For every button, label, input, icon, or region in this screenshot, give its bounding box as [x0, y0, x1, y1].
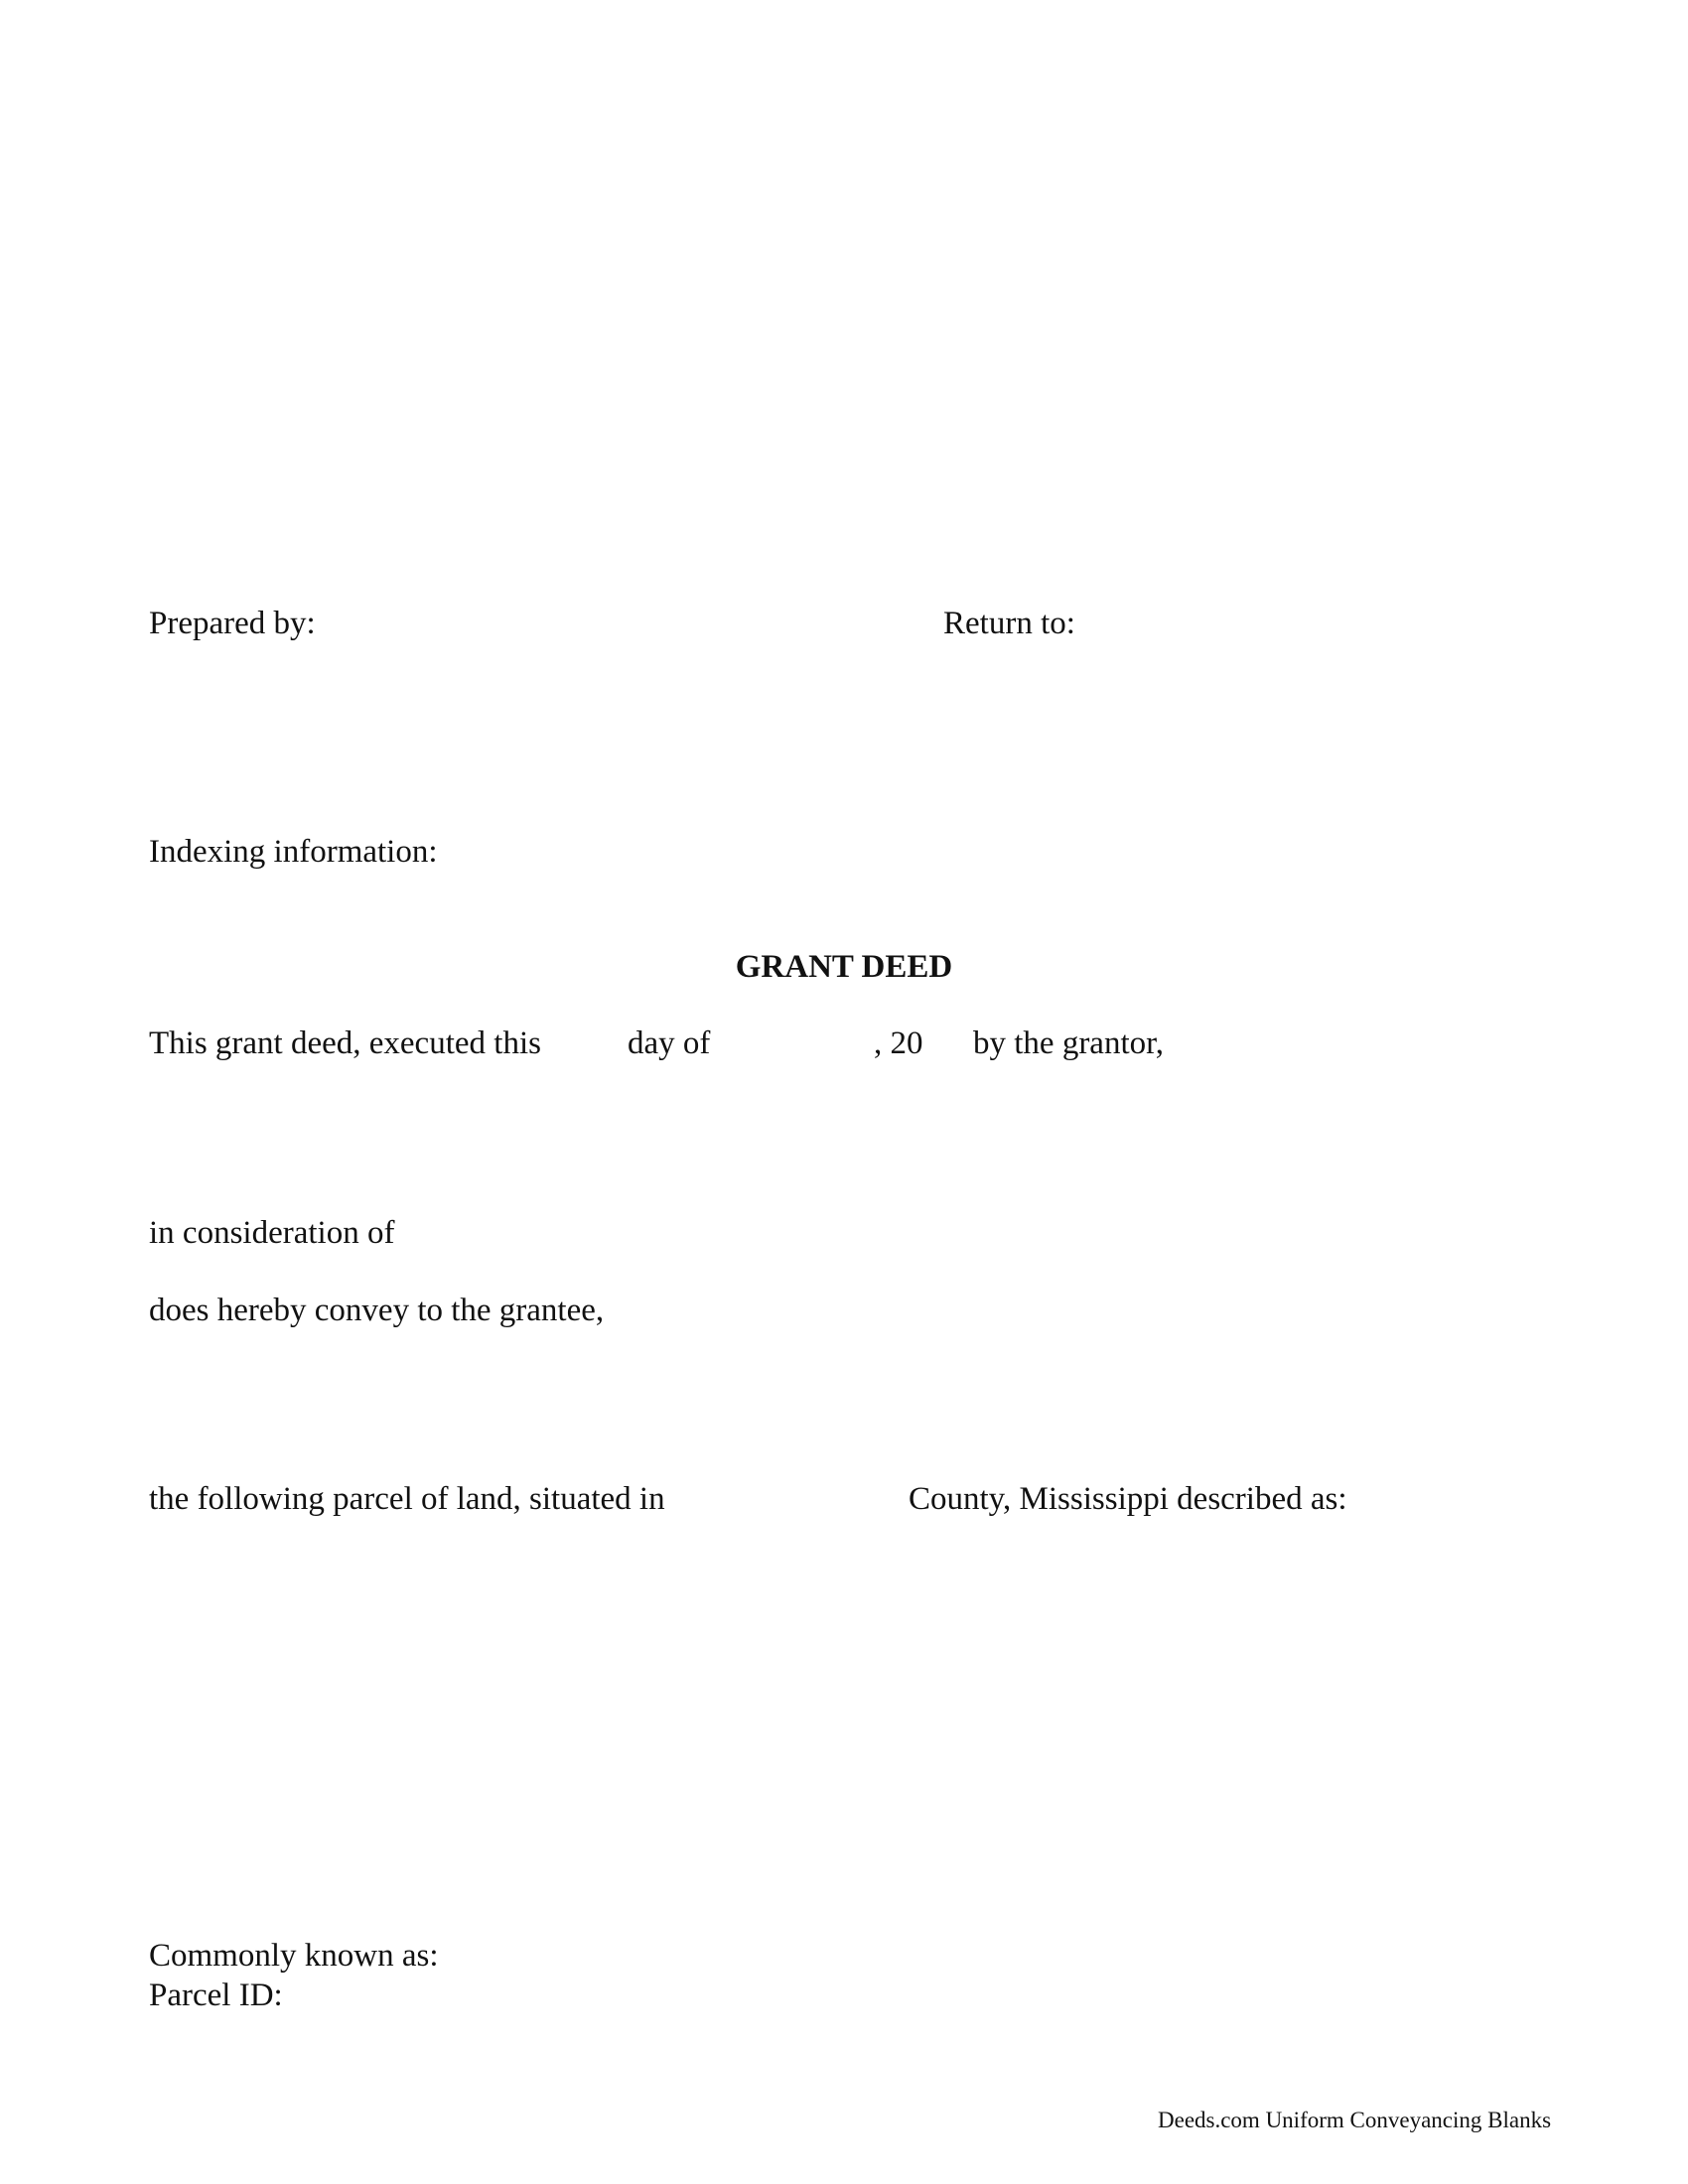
- footer-text: Deeds.com Uniform Conveyancing Blanks: [1158, 2108, 1552, 2132]
- convey-to-grantee-label: does hereby convey to the grantee,: [149, 1293, 605, 1328]
- execution-line-grantor: by the grantor,: [973, 1025, 1165, 1061]
- return-to-label: Return to:: [943, 606, 1075, 641]
- parcel-county-text: County, Mississippi described as:: [909, 1481, 1347, 1517]
- consideration-label: in consideration of: [149, 1215, 395, 1251]
- prepared-by-label: Prepared by:: [149, 606, 316, 641]
- document-title: GRANT DEED: [735, 949, 953, 985]
- parcel-id-label: Parcel ID:: [149, 1978, 283, 2013]
- commonly-known-label: Commonly known as:: [149, 1938, 439, 1974]
- execution-line-text: This grant deed, executed this: [149, 1025, 541, 1061]
- execution-line-year: , 20: [874, 1025, 923, 1061]
- indexing-information-label: Indexing information:: [149, 834, 438, 870]
- execution-line-day-of: day of: [628, 1025, 711, 1061]
- parcel-location-text: the following parcel of land, situated in: [149, 1481, 665, 1517]
